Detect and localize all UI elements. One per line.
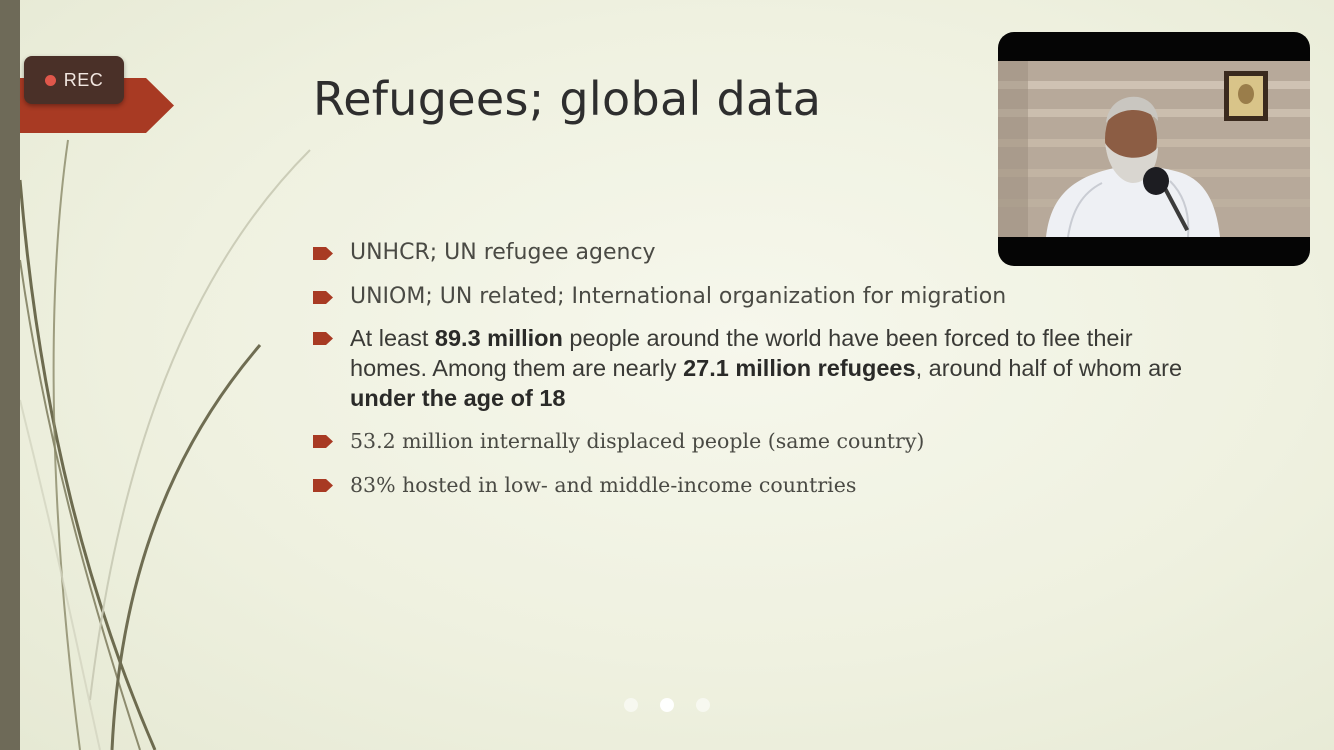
arrow-bullet-icon <box>313 291 333 304</box>
arrow-bullet-icon <box>313 435 333 448</box>
recording-badge[interactable] <box>24 56 124 104</box>
bullet-item <box>313 280 1213 314</box>
bullet-text-part: At least <box>350 325 435 351</box>
bullet-item <box>313 323 1213 413</box>
bullet-text: UNHCR; UN refugee agency <box>350 240 656 265</box>
bullet-text-part: , around half of whom are <box>915 355 1183 381</box>
bullet-list <box>313 236 1213 500</box>
bullet-item <box>313 426 1213 456</box>
slide-indicator <box>624 698 710 712</box>
bullet-text-bold: 27.1 million refugees <box>683 355 916 381</box>
slide-indicator-dot-active[interactable] <box>660 698 674 712</box>
participant-video-tile[interactable] <box>998 32 1310 266</box>
slide-indicator-dot[interactable] <box>624 698 638 712</box>
bullet-text-bold: 89.3 million <box>434 325 563 351</box>
bullet-text-part: people around the world have been forced to flee their homes. Among them are nearly <box>350 325 1133 381</box>
record-dot-icon <box>45 75 56 86</box>
speaker-video <box>998 61 1310 237</box>
bullet-text: UNIOM; UN related; International organization for migration <box>350 284 1007 309</box>
slide-indicator-dot[interactable] <box>696 698 710 712</box>
bullet-text: 83% hosted in low- and middle-income countries <box>350 473 857 497</box>
recording-label: REC <box>63 69 104 90</box>
arrow-bullet-icon <box>313 332 333 345</box>
arrow-bullet-icon <box>313 247 333 260</box>
bullet-item <box>313 470 1213 500</box>
slide-title: Refugees; global data <box>313 72 822 126</box>
bullet-text-bold: under the age of 18 <box>350 385 566 411</box>
arrow-bullet-icon <box>313 479 333 492</box>
bullet-text: 53.2 million internally displaced people (same country) <box>350 429 925 453</box>
window-left-edge <box>0 0 20 750</box>
